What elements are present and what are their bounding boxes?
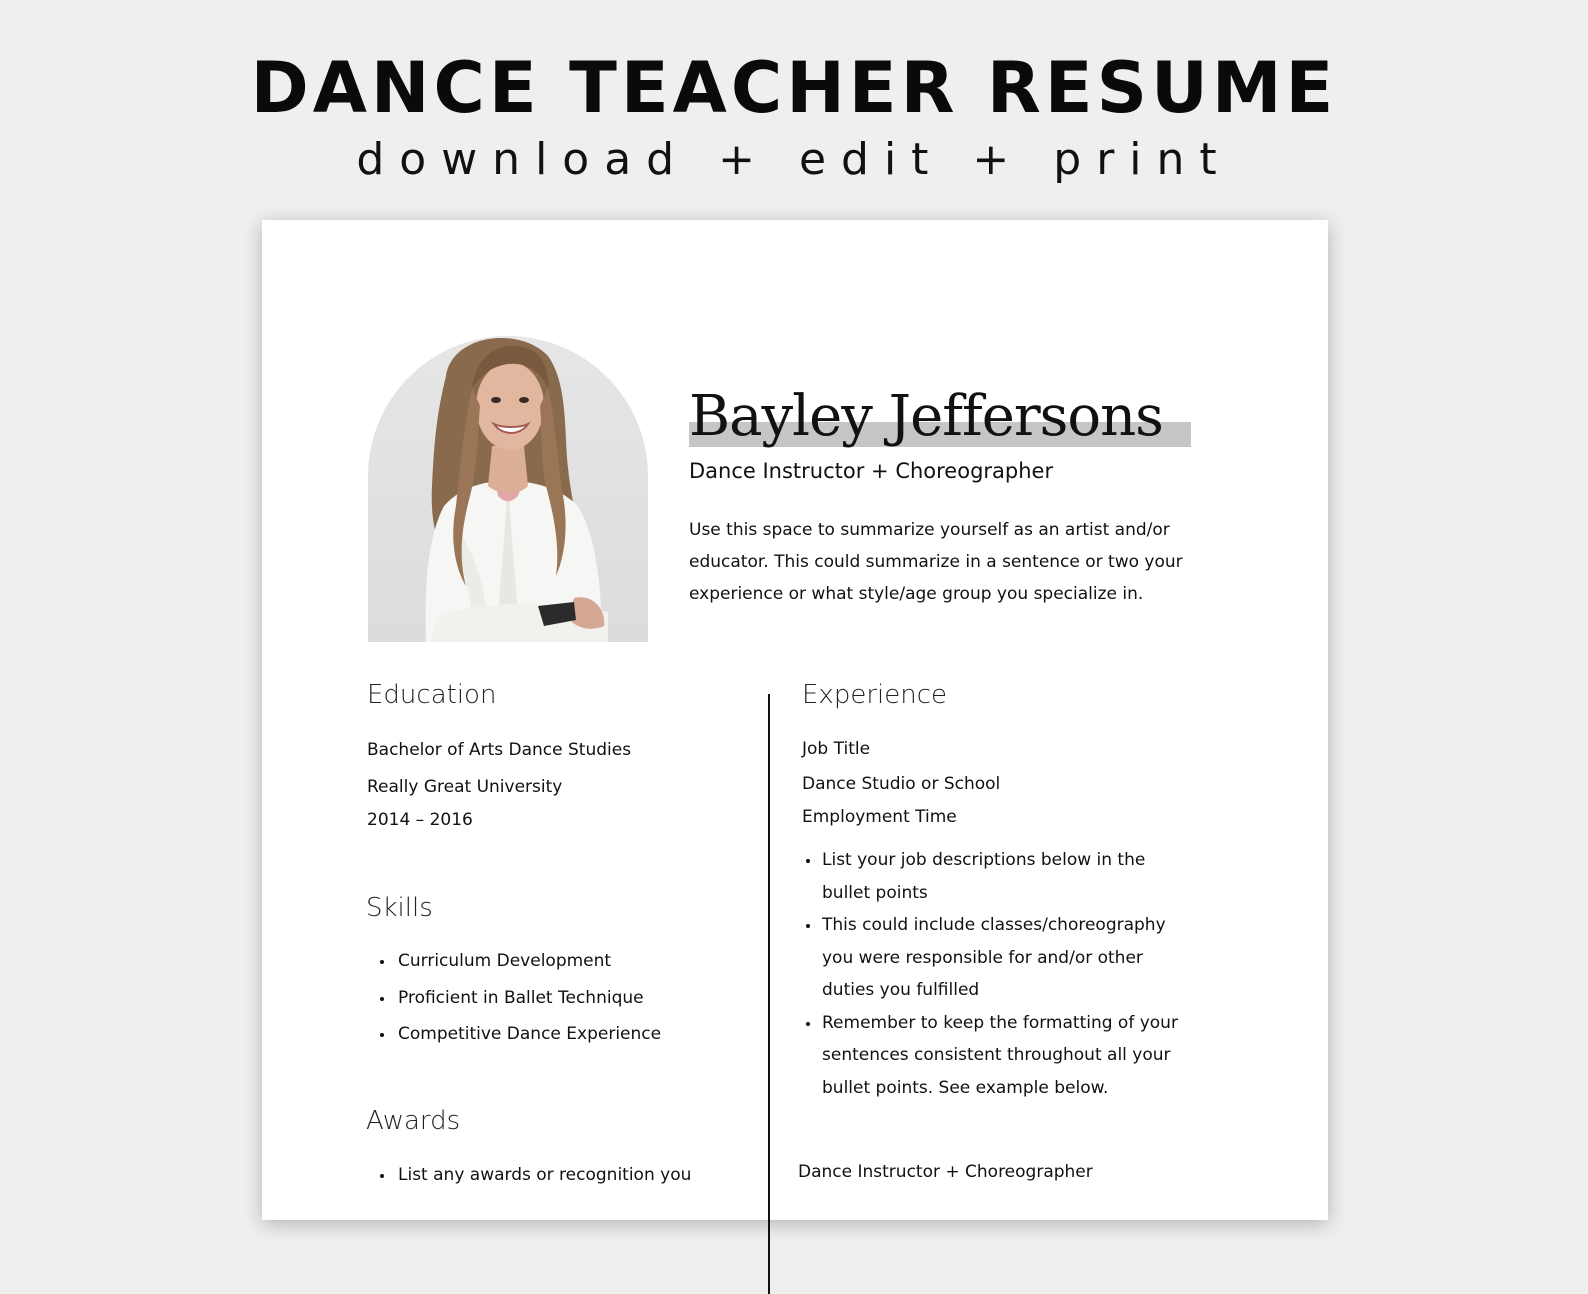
experience-next-job-title: Dance Instructor + Choreographer [798, 1162, 1093, 1182]
experience-employer: Dance Studio or School [802, 774, 1001, 794]
education-heading: Education [367, 680, 497, 710]
candidate-name: Bayley Jeffersons [689, 384, 1163, 449]
skills-heading: Skills [366, 893, 433, 923]
skills-list [366, 943, 661, 1053]
profile-photo [368, 336, 648, 642]
experience-duties-list [802, 844, 1192, 1104]
duty-list-item: List your job descriptions below in the bullet points [802, 844, 1192, 909]
education-school: Really Great University [367, 777, 563, 797]
experience-heading: Experience [802, 680, 947, 710]
duty-list-item: Remember to keep the formatting of your sentences consistent throughout all your bullet points. See example below. [802, 1007, 1192, 1105]
education-degree: Bachelor of Arts Dance Studies [367, 740, 632, 760]
column-divider [768, 694, 770, 1294]
awards-heading: Awards [366, 1106, 461, 1136]
resume-sheet [262, 220, 1328, 1220]
awards-list [366, 1160, 691, 1190]
experience-job-title: Job Title [802, 739, 871, 759]
duty-list-item: This could include classes/choreography you were responsible for and/or other duties you fulfilled [802, 909, 1192, 1007]
skills-list-item: Competitive Dance Experience [366, 1016, 661, 1053]
candidate-role: Dance Instructor + Choreographer [689, 459, 1054, 483]
awards-list-item: List any awards or recognition you [366, 1160, 691, 1190]
skills-list-item: Proficient in Ballet Technique [366, 980, 661, 1017]
page-title: DANCE TEACHER RESUME [250, 47, 1338, 129]
skills-list-item: Curriculum Development [366, 943, 661, 980]
education-years: 2014 – 2016 [367, 810, 473, 830]
page-subtitle: download + edit + print [356, 134, 1232, 185]
experience-time: Employment Time [802, 807, 957, 827]
summary-text: Use this space to summarize yourself as an artist and/or educator. This could summarize in a sentence or two your experience or what style/age group you specialize in. [689, 520, 1183, 604]
